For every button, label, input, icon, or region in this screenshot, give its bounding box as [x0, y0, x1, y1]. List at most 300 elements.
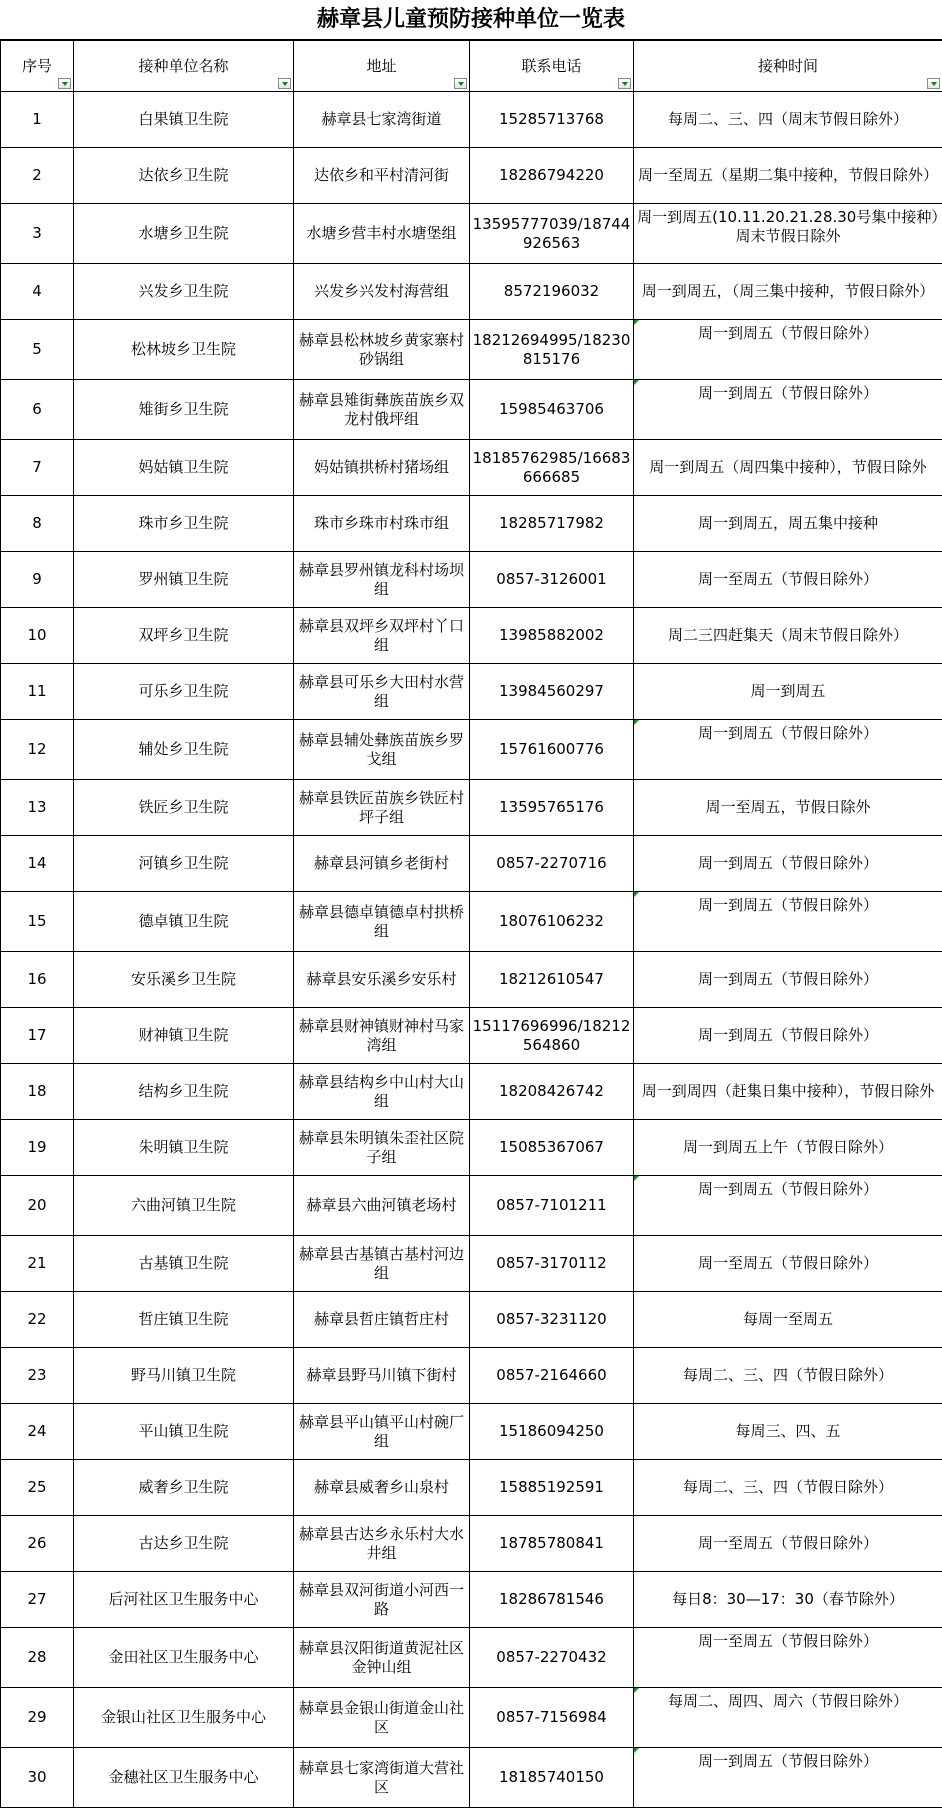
- table-row: [1, 1120, 942, 1176]
- table-row: [1, 1516, 942, 1572]
- cell-no-text: 9: [32, 570, 42, 588]
- cell-no[interactable]: [1, 720, 74, 780]
- cell-no-text: 30: [27, 1768, 46, 1786]
- cell-no-text: 29: [27, 1708, 46, 1726]
- cell-time[interactable]: [634, 552, 942, 608]
- table-row: [1, 320, 942, 380]
- cell-phone[interactable]: [470, 720, 634, 780]
- cell-phone-text: 18785780841: [499, 1534, 604, 1552]
- cell-address-text: 水塘乡营丰村水塘堡组: [306, 224, 456, 242]
- cell-time[interactable]: [634, 1176, 942, 1236]
- cell-address-text: 赫章县河镇乡老街村: [314, 854, 449, 872]
- cell-phone[interactable]: [470, 148, 634, 204]
- cell-address-text: 赫章县金银山街道金山社区: [299, 1699, 464, 1736]
- cell-time-text: 周一到周五（节假日除外）: [698, 896, 878, 914]
- cell-unit-name[interactable]: [74, 1404, 294, 1460]
- cell-no[interactable]: [1, 1120, 74, 1176]
- cell-unit-name-text: 哲庄镇卫生院: [138, 1310, 228, 1328]
- cell-phone[interactable]: [470, 1516, 634, 1572]
- cell-address[interactable]: [294, 320, 470, 380]
- cell-phone[interactable]: [470, 1176, 634, 1236]
- cell-address[interactable]: [294, 1688, 470, 1748]
- cell-unit-name[interactable]: [74, 720, 294, 780]
- cell-time-text: 周一到周五（节假日除外）: [698, 854, 878, 872]
- cell-marker-icon: [634, 320, 639, 325]
- cell-phone[interactable]: [470, 608, 634, 664]
- cell-unit-name-text: 铁匠乡卫生院: [138, 798, 228, 816]
- cell-phone[interactable]: [470, 496, 634, 552]
- cell-no[interactable]: [1, 92, 74, 148]
- cell-phone[interactable]: [470, 1748, 634, 1808]
- vaccination-units-table: [0, 40, 942, 1808]
- cell-unit-name-text: 白果镇卫生院: [138, 110, 228, 128]
- cell-address[interactable]: [294, 496, 470, 552]
- cell-unit-name[interactable]: [74, 608, 294, 664]
- cell-phone[interactable]: [470, 836, 634, 892]
- cell-time[interactable]: [634, 440, 942, 496]
- cell-unit-name[interactable]: [74, 1688, 294, 1748]
- cell-phone-text: 18185740150: [499, 1768, 604, 1786]
- cell-address[interactable]: [294, 952, 470, 1008]
- cell-time[interactable]: [634, 1404, 942, 1460]
- cell-address[interactable]: [294, 264, 470, 320]
- table-row: [1, 1404, 942, 1460]
- cell-address[interactable]: [294, 1628, 470, 1688]
- cell-time-text: 周一到周五（节假日除外）: [698, 1752, 878, 1770]
- header-address-label: 地址: [366, 57, 396, 75]
- cell-no[interactable]: [1, 1688, 74, 1748]
- cell-time-text: 每周一至周五: [743, 1310, 833, 1328]
- cell-no-text: 2: [32, 166, 42, 184]
- cell-phone[interactable]: [470, 1236, 634, 1292]
- table-row: [1, 952, 942, 1008]
- cell-phone-text: 0857-2270432: [496, 1648, 606, 1666]
- cell-no-text: 7: [32, 458, 42, 476]
- cell-time-text: 周一至周五（星期二集中接种，节假日除外）: [638, 166, 938, 184]
- cell-no-text: 8: [32, 514, 42, 532]
- cell-unit-name[interactable]: [74, 892, 294, 952]
- cell-no[interactable]: [1, 1404, 74, 1460]
- cell-unit-name-text: 平山镇卫生院: [138, 1422, 228, 1440]
- cell-time[interactable]: [634, 836, 942, 892]
- table-row: [1, 380, 942, 440]
- cell-phone[interactable]: [470, 1404, 634, 1460]
- cell-unit-name[interactable]: [74, 836, 294, 892]
- cell-unit-name-text: 金穗社区卫生服务中心: [108, 1768, 258, 1786]
- cell-phone-text: 18076106232: [499, 912, 604, 930]
- cell-phone-text: 8572196032: [504, 282, 599, 300]
- cell-phone-text: 0857-3170112: [496, 1254, 606, 1272]
- cell-address-text: 赫章县雉街彝族苗族乡双龙村俄坪组: [299, 391, 464, 428]
- cell-no[interactable]: [1, 440, 74, 496]
- page-title: 赫章县儿童预防接种单位一览表: [0, 0, 942, 40]
- cell-time[interactable]: [634, 608, 942, 664]
- cell-phone-text: 18212694995/18230815176: [473, 331, 631, 368]
- cell-no[interactable]: [1, 892, 74, 952]
- cell-address-text: 赫章县古达乡永乐村大水井组: [299, 1525, 464, 1562]
- cell-no[interactable]: [1, 1236, 74, 1292]
- cell-no[interactable]: [1, 264, 74, 320]
- cell-time[interactable]: [634, 1516, 942, 1572]
- cell-unit-name[interactable]: [74, 148, 294, 204]
- cell-no[interactable]: [1, 552, 74, 608]
- cell-no-text: 21: [27, 1254, 46, 1272]
- table-row: [1, 204, 942, 264]
- cell-phone[interactable]: [470, 552, 634, 608]
- cell-no[interactable]: [1, 780, 74, 836]
- header-no: [1, 41, 74, 92]
- cell-phone[interactable]: [470, 1348, 634, 1404]
- cell-address[interactable]: [294, 204, 470, 264]
- cell-time[interactable]: [634, 320, 942, 380]
- cell-time[interactable]: [634, 952, 942, 1008]
- cell-time[interactable]: [634, 664, 942, 720]
- cell-phone[interactable]: [470, 1460, 634, 1516]
- cell-time-text: 周一到周五（节假日除外）: [698, 1026, 878, 1044]
- cell-time[interactable]: [634, 148, 942, 204]
- cell-address-text: 妈姑镇拱桥村猪场组: [314, 458, 449, 476]
- cell-time[interactable]: [634, 380, 942, 440]
- cell-address[interactable]: [294, 1292, 470, 1348]
- cell-time[interactable]: [634, 1688, 942, 1748]
- cell-time[interactable]: [634, 1348, 942, 1404]
- cell-unit-name-text: 六曲河镇卫生院: [131, 1196, 236, 1214]
- table-row: [1, 892, 942, 952]
- cell-no-text: 3: [32, 224, 42, 242]
- cell-no-text: 5: [32, 340, 42, 358]
- cell-unit-name-text: 金银山社区卫生服务中心: [101, 1708, 266, 1726]
- cell-no[interactable]: [1, 664, 74, 720]
- cell-address-text: 赫章县德卓镇德卓村拱桥组: [299, 903, 464, 940]
- cell-no-text: 6: [32, 400, 42, 418]
- cell-unit-name[interactable]: [74, 496, 294, 552]
- cell-unit-name-text: 妈姑镇卫生院: [138, 458, 228, 476]
- cell-time[interactable]: [634, 780, 942, 836]
- cell-no[interactable]: [1, 1572, 74, 1628]
- cell-no-text: 22: [27, 1310, 46, 1328]
- cell-address[interactable]: [294, 552, 470, 608]
- cell-time[interactable]: [634, 1748, 942, 1808]
- cell-phone[interactable]: [470, 1292, 634, 1348]
- table-row: [1, 780, 942, 836]
- cell-time[interactable]: [634, 1628, 942, 1688]
- cell-unit-name[interactable]: [74, 264, 294, 320]
- cell-time[interactable]: [634, 92, 942, 148]
- cell-no[interactable]: [1, 1748, 74, 1808]
- cell-unit-name[interactable]: [74, 1292, 294, 1348]
- cell-address[interactable]: [294, 1064, 470, 1120]
- filter-dropdown-icon[interactable]: [618, 78, 631, 89]
- table-row: [1, 1628, 942, 1688]
- cell-address[interactable]: [294, 1516, 470, 1572]
- cell-phone[interactable]: [470, 320, 634, 380]
- cell-phone[interactable]: [470, 1120, 634, 1176]
- cell-time[interactable]: [634, 1120, 942, 1176]
- cell-phone[interactable]: [470, 952, 634, 1008]
- cell-address[interactable]: [294, 440, 470, 496]
- cell-no[interactable]: [1, 320, 74, 380]
- cell-phone-text: 18208426742: [499, 1082, 604, 1100]
- table-row: [1, 148, 942, 204]
- cell-time[interactable]: [634, 892, 942, 952]
- cell-unit-name[interactable]: [74, 1628, 294, 1688]
- cell-unit-name-text: 德卓镇卫生院: [138, 912, 228, 930]
- cell-phone-text: 13595765176: [499, 798, 604, 816]
- cell-address-text: 赫章县七家湾街道大营社区: [299, 1759, 464, 1796]
- cell-no[interactable]: [1, 1292, 74, 1348]
- cell-time[interactable]: [634, 1572, 942, 1628]
- cell-time[interactable]: [634, 264, 942, 320]
- cell-address[interactable]: [294, 1748, 470, 1808]
- cell-address[interactable]: [294, 92, 470, 148]
- cell-phone-text: 13984560297: [499, 682, 604, 700]
- cell-address[interactable]: [294, 892, 470, 952]
- cell-address-text: 兴发乡兴发村海营组: [314, 282, 449, 300]
- cell-unit-name[interactable]: [74, 1064, 294, 1120]
- cell-no-text: 26: [27, 1534, 46, 1552]
- cell-unit-name[interactable]: [74, 320, 294, 380]
- cell-time-text: 每周二、三、四（节假日除外）: [683, 1366, 893, 1384]
- cell-phone-text: 0857-7101211: [496, 1196, 606, 1214]
- cell-no[interactable]: [1, 380, 74, 440]
- cell-phone[interactable]: [470, 1008, 634, 1064]
- cell-address[interactable]: [294, 1176, 470, 1236]
- cell-address[interactable]: [294, 1572, 470, 1628]
- cell-time[interactable]: [634, 1292, 942, 1348]
- cell-unit-name-text: 金田社区卫生服务中心: [108, 1648, 258, 1666]
- cell-no-text: 1: [32, 110, 42, 128]
- cell-no[interactable]: [1, 836, 74, 892]
- cell-unit-name[interactable]: [74, 552, 294, 608]
- cell-address-text: 达依乡和平村清河街: [314, 166, 449, 184]
- cell-unit-name-text: 兴发乡卫生院: [138, 282, 228, 300]
- filter-dropdown-icon[interactable]: [454, 78, 467, 89]
- cell-phone-text: 0857-7156984: [496, 1708, 606, 1726]
- cell-address[interactable]: [294, 836, 470, 892]
- cell-address-text: 赫章县双坪乡双坪村丫口组: [299, 617, 464, 654]
- cell-no[interactable]: [1, 608, 74, 664]
- cell-address[interactable]: [294, 608, 470, 664]
- cell-unit-name[interactable]: [74, 1516, 294, 1572]
- cell-no-text: 14: [27, 854, 46, 872]
- cell-time[interactable]: [634, 496, 942, 552]
- cell-time-text: 周一到周四（赶集日集中接种），节假日除外: [642, 1082, 935, 1100]
- cell-address-text: 赫章县松林坡乡黄家寨村砂锅组: [299, 331, 464, 368]
- cell-no-text: 10: [27, 626, 46, 644]
- cell-unit-name[interactable]: [74, 440, 294, 496]
- table-row: [1, 836, 942, 892]
- filter-dropdown-icon[interactable]: [278, 78, 291, 89]
- table-row: [1, 1748, 942, 1808]
- cell-phone[interactable]: [470, 440, 634, 496]
- cell-unit-name-text: 古达乡卫生院: [138, 1534, 228, 1552]
- cell-address-text: 珠市乡珠市村珠市组: [314, 514, 449, 532]
- cell-time[interactable]: [634, 1236, 942, 1292]
- cell-phone-text: 15761600776: [499, 740, 604, 758]
- cell-time-text: 周二三四赶集天（周末节假日除外）: [668, 626, 908, 644]
- cell-phone-text: 15885192591: [499, 1478, 604, 1496]
- cell-unit-name[interactable]: [74, 664, 294, 720]
- cell-phone[interactable]: [470, 92, 634, 148]
- cell-time-text: 周一到周五（节假日除外）: [698, 324, 878, 342]
- cell-address[interactable]: [294, 1460, 470, 1516]
- header-phone-label: 联系电话: [521, 57, 581, 75]
- cell-phone[interactable]: [470, 780, 634, 836]
- cell-time-text: 周一到周五，（周三集中接种，节假日除外）: [642, 282, 935, 300]
- cell-marker-icon: [634, 1176, 639, 1181]
- cell-unit-name[interactable]: [74, 952, 294, 1008]
- cell-phone-text: 0857-2270716: [496, 854, 606, 872]
- cell-no-text: 20: [27, 1196, 46, 1214]
- cell-address[interactable]: [294, 780, 470, 836]
- cell-unit-name[interactable]: [74, 1572, 294, 1628]
- cell-time-text: 每日8：30—17：30（春节除外）: [672, 1590, 904, 1608]
- header-address: [294, 41, 470, 92]
- cell-unit-name[interactable]: [74, 92, 294, 148]
- cell-address-text: 赫章县野马川镇下街村: [306, 1366, 456, 1384]
- cell-unit-name[interactable]: [74, 780, 294, 836]
- cell-time-text: 周一至周五，节假日除外: [705, 798, 870, 816]
- cell-address[interactable]: [294, 664, 470, 720]
- cell-phone[interactable]: [470, 380, 634, 440]
- cell-no[interactable]: [1, 1348, 74, 1404]
- cell-unit-name[interactable]: [74, 1008, 294, 1064]
- cell-unit-name-text: 水塘乡卫生院: [138, 224, 228, 242]
- cell-phone[interactable]: [470, 1064, 634, 1120]
- cell-address[interactable]: [294, 1348, 470, 1404]
- filter-dropdown-icon[interactable]: [58, 78, 71, 89]
- cell-time[interactable]: [634, 204, 942, 264]
- cell-phone-text: 13595777039/18744926563: [473, 215, 631, 252]
- cell-phone-text: 18286781546: [499, 1590, 604, 1608]
- header-time: [634, 41, 942, 92]
- table-row: [1, 1292, 942, 1348]
- cell-unit-name-text: 雉街乡卫生院: [138, 400, 228, 418]
- cell-address[interactable]: [294, 720, 470, 780]
- cell-no[interactable]: [1, 952, 74, 1008]
- cell-marker-icon: [634, 1748, 639, 1753]
- table-row: [1, 264, 942, 320]
- cell-phone-text: 15085367067: [499, 1138, 604, 1156]
- cell-time-text: 周一到周五（节假日除外）: [698, 1180, 878, 1198]
- table-row: [1, 1064, 942, 1120]
- cell-no-text: 25: [27, 1478, 46, 1496]
- cell-unit-name[interactable]: [74, 1748, 294, 1808]
- cell-phone-text: 15186094250: [499, 1422, 604, 1440]
- table-row: [1, 1572, 942, 1628]
- cell-phone[interactable]: [470, 892, 634, 952]
- cell-time[interactable]: [634, 1460, 942, 1516]
- cell-no[interactable]: [1, 1628, 74, 1688]
- cell-time-text: 周一到周五上午（节假日除外）: [683, 1138, 893, 1156]
- cell-phone-text: 18285717982: [499, 514, 604, 532]
- cell-phone-text: 15985463706: [499, 400, 604, 418]
- cell-no[interactable]: [1, 148, 74, 204]
- cell-time-text: 周一至周五（节假日除外）: [698, 1632, 878, 1650]
- cell-phone[interactable]: [470, 264, 634, 320]
- table-row: [1, 664, 942, 720]
- cell-unit-name-text: 古基镇卫生院: [138, 1254, 228, 1272]
- cell-phone[interactable]: [470, 204, 634, 264]
- cell-address[interactable]: [294, 1120, 470, 1176]
- cell-marker-icon: [634, 1688, 639, 1693]
- cell-address-text: 赫章县辅处彝族苗族乡罗戈组: [299, 731, 464, 768]
- header-time-label: 接种时间: [758, 57, 818, 75]
- cell-address[interactable]: [294, 148, 470, 204]
- cell-address-text: 赫章县平山镇平山村碗厂组: [299, 1413, 464, 1450]
- cell-address-text: 赫章县结构乡中山村大山组: [299, 1073, 464, 1110]
- cell-phone[interactable]: [470, 1572, 634, 1628]
- cell-unit-name[interactable]: [74, 1348, 294, 1404]
- cell-no[interactable]: [1, 496, 74, 552]
- cell-unit-name[interactable]: [74, 204, 294, 264]
- cell-no[interactable]: [1, 1460, 74, 1516]
- cell-time[interactable]: [634, 1008, 942, 1064]
- cell-time-text: 周一到周五: [750, 682, 825, 700]
- cell-no[interactable]: [1, 1176, 74, 1236]
- cell-no-text: 28: [27, 1648, 46, 1666]
- cell-time-text: 周一至周五（节假日除外）: [698, 570, 878, 588]
- cell-phone-text: 0857-3231120: [496, 1310, 606, 1328]
- cell-unit-name[interactable]: [74, 1460, 294, 1516]
- cell-no-text: 13: [27, 798, 46, 816]
- cell-time-text: 每周二、三、四（周末节假日除外）: [668, 110, 908, 128]
- cell-time-text: 周一至周五（节假日除外）: [698, 1534, 878, 1552]
- cell-unit-name-text: 双坪乡卫生院: [138, 626, 228, 644]
- cell-unit-name-text: 河镇乡卫生院: [138, 854, 228, 872]
- cell-time[interactable]: [634, 720, 942, 780]
- table-row: [1, 1688, 942, 1748]
- cell-unit-name[interactable]: [74, 1176, 294, 1236]
- table-row: [1, 608, 942, 664]
- filter-dropdown-icon[interactable]: [927, 78, 940, 89]
- cell-phone[interactable]: [470, 1628, 634, 1688]
- cell-address-text: 赫章县七家湾街道: [321, 110, 441, 128]
- header-phone: [470, 41, 634, 92]
- cell-no-text: 19: [27, 1138, 46, 1156]
- cell-phone[interactable]: [470, 1688, 634, 1748]
- cell-no-text: 11: [27, 682, 46, 700]
- cell-marker-icon: [634, 892, 639, 897]
- cell-unit-name-text: 朱明镇卫生院: [138, 1138, 228, 1156]
- cell-time-text: 周一到周五（节假日除外）: [698, 384, 878, 402]
- cell-unit-name[interactable]: [74, 1120, 294, 1176]
- cell-no-text: 24: [27, 1422, 46, 1440]
- cell-unit-name[interactable]: [74, 380, 294, 440]
- cell-no[interactable]: [1, 1008, 74, 1064]
- cell-time-text: 周一到周五（节假日除外）: [698, 724, 878, 742]
- cell-no-text: 27: [27, 1590, 46, 1608]
- cell-address[interactable]: [294, 1236, 470, 1292]
- cell-no[interactable]: [1, 1064, 74, 1120]
- cell-address-text: 赫章县威奢乡山泉村: [314, 1478, 449, 1496]
- cell-no[interactable]: [1, 204, 74, 264]
- cell-unit-name-text: 威奢乡卫生院: [138, 1478, 228, 1496]
- cell-address-text: 赫章县罗州镇龙科村场坝组: [299, 561, 464, 598]
- cell-address[interactable]: [294, 1404, 470, 1460]
- cell-time[interactable]: [634, 1064, 942, 1120]
- cell-address-text: 赫章县六曲河镇老场村: [306, 1196, 456, 1214]
- cell-phone[interactable]: [470, 664, 634, 720]
- header-name-label: 接种单位名称: [138, 57, 228, 75]
- cell-address[interactable]: [294, 1008, 470, 1064]
- cell-unit-name[interactable]: [74, 1236, 294, 1292]
- cell-address-text: 赫章县双河街道小河西一路: [299, 1581, 464, 1618]
- cell-no[interactable]: [1, 1516, 74, 1572]
- cell-marker-icon: [634, 720, 639, 725]
- cell-address[interactable]: [294, 380, 470, 440]
- cell-address-text: 赫章县可乐乡大田村水营组: [299, 673, 464, 710]
